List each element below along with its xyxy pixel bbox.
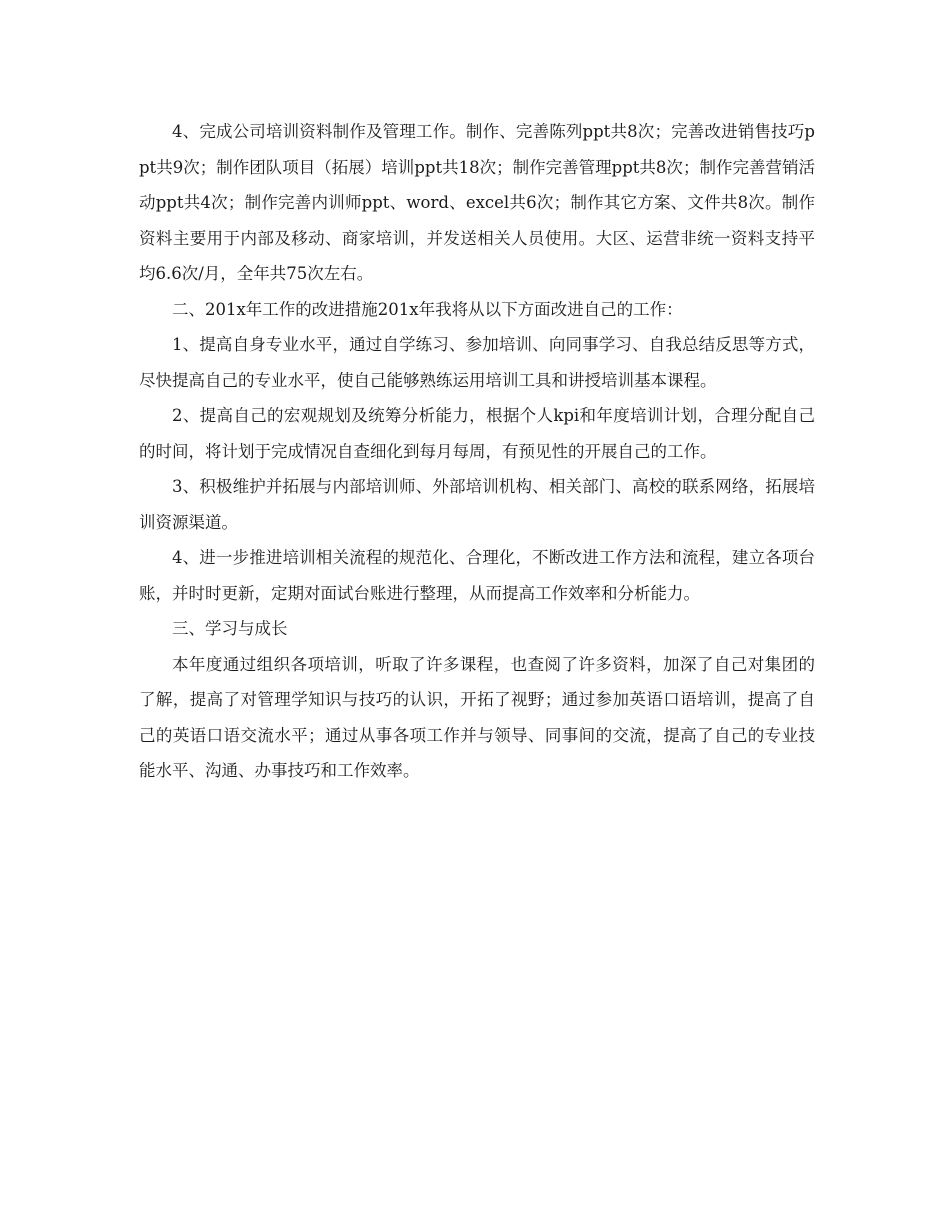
section-heading-learning-growth: 三、学习与成长 [172, 619, 288, 638]
paragraph-improve-planning-ability: 2、提高自己的宏观规划及统筹分析能力，根据个人kpi和年度培训计划，合理分配自己的时间，将计划于完成情况自查细化到每月每周，有预见性的开展自己的工作。 [139, 406, 815, 461]
section-heading-improvements: 二、201x年工作的改进措施201x年我将从以下方面改进自己的工作： [172, 299, 683, 319]
paragraph-standardize-processes: 4、进一步推进培训相关流程的规范化、合理化，不断改进工作方法和流程，建立各项台账，并时时更新，定期对面试台账进行整理，从而提高工作效率和分析能力。 [139, 548, 815, 603]
paragraph-annual-learning: 本年度通过组织各项培训，听取了许多课程，也查阅了许多资料，加深了自己对集团的了解，提高了对管理学知识与技巧的认识，开拓了视野；通过参加英语口语培训，提高了自己的英语口语交流水平；通过从事各项工作并与领导、同事间的交流，提高了自己的专业技能水平、沟通、办事技巧和工作效率。 [139, 654, 815, 780]
paragraph-improve-professional-level: 1、提高自身专业水平，通过自学练习、参加培训、向同事学习、自我总结反思等方式，尽快提高自己的专业水平，使自己能够熟练运用培训工具和讲授培训基本课程。 [139, 335, 815, 390]
document-body [139, 114, 815, 789]
paragraph-maintain-network: 3、积极维护并拓展与内部培训师、外部培训机构、相关部门、高校的联系网络，拓展培训资源渠道。 [139, 477, 815, 532]
paragraph-training-materials: 4、完成公司培训资料制作及管理工作。制作、完善陈列ppt共8次；完善改进销售技巧ppt共9次；制作团队项目（拓展）培训ppt共18次；制作完善管理ppt共8次；制作完善营销活动ppt共4次；制作完善内训师ppt、word、excel共6次；制作其它方案、文件共8次。制作资料主要用于内部及移动、商家培训，并发送相关人员使用。大区、运营非统一资料支持平均6.6次/月，全年共75次左右。 [139, 122, 815, 283]
